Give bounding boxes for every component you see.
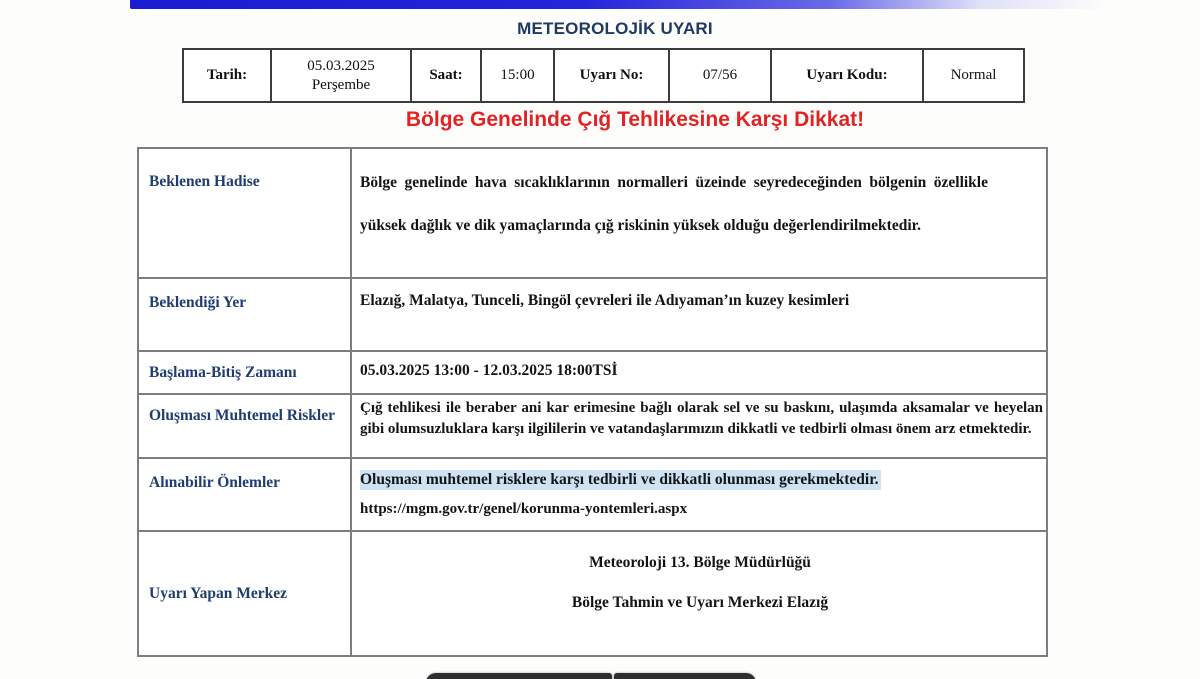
date-value [272, 50, 412, 101]
warning-number-value: 07/56 [670, 50, 772, 101]
time-label: Saat: [412, 50, 482, 101]
issuing-center-label: Uyarı Yapan Merkez [139, 532, 352, 655]
start-end-time-label: Başlama-Bitiş Zamanı [139, 352, 352, 393]
bottom-left-button[interactable] [426, 673, 612, 679]
top-gradient-bar [130, 0, 1130, 9]
expected-event-label: Beklenen Hadise [139, 149, 352, 277]
bottom-right-button[interactable] [614, 673, 756, 679]
warning-code-value: Normal [950, 67, 997, 83]
date-label: Tarih: [184, 50, 272, 101]
table-row-issuing-center [139, 532, 1046, 655]
table-row-expected-event [139, 149, 1046, 279]
table-row-expected-location [139, 279, 1046, 352]
document-title: METEOROLOJİK UYARI [517, 19, 713, 38]
possible-risks-content: Çığ tehlikesi ile beraber ani kar erimesine bağlı olarak sel ve su baskını, ulaşımda aksamalar ve heyelan gibi olumsuzluklara karşı ilgililerin ve vatandaşlarımızın dikkatli ve tedbirli olması önem arz etmektedir. [360, 400, 1043, 437]
date-value-line1: 05.03.2025 [307, 57, 375, 74]
table-row-possible-risks [139, 395, 1046, 459]
table-row-precautions [139, 459, 1046, 532]
time-value: 15:00 [482, 50, 555, 101]
warning-code-label: Uyarı Kodu: [772, 50, 924, 101]
date-value-line2: Perşembe [311, 76, 371, 93]
precautions-content [352, 459, 1046, 530]
precautions-label: Alınabilir Önlemler [139, 459, 352, 530]
warning-meta-table [182, 48, 1025, 103]
issuing-center-content [352, 532, 1046, 655]
issuing-center-line2: Bölge Tahmin ve Uyarı Merkezi Elazığ [571, 593, 829, 611]
precautions-highlighted-text: Oluşması muhtemel risklere karşı tedbirli ve dikkatli olunması gerekmektedir. [360, 471, 879, 488]
protection-methods-link[interactable]: https://mgm.gov.tr/genel/korunma-yontemleri.aspx [360, 501, 688, 517]
bottom-button-bar [426, 673, 756, 679]
warning-detail-table [137, 147, 1048, 657]
table-row-start-end-time [139, 352, 1046, 395]
expected-location-content: Elazığ, Malatya, Tunceli, Bingöl çevreleri ile Adıyaman’ın kuzey kesimleri [360, 292, 850, 309]
alert-heading: Bölge Genelinde Çığ Tehlikesine Karşı Dikkat! [405, 108, 865, 131]
warning-number-label: Uyarı No: [555, 50, 670, 101]
expected-event-content: Bölge genelinde hava sıcaklıklarının normalleri üzeinde seyredeceğinden bölgenin özellikle yüksek dağlık ve dik yamaçlarında çığ riskinin yüksek olduğu değerlendirilmektedir. [360, 174, 988, 234]
issuing-center-line1: Meteoroloji 13. Bölge Müdürlüğü [589, 553, 811, 571]
expected-location-label: Beklendiği Yer [139, 279, 352, 350]
possible-risks-label: Oluşması Muhtemel Riskler [139, 395, 352, 457]
start-end-time-content: 05.03.2025 13:00 - 12.03.2025 18:00TSİ [360, 362, 618, 379]
